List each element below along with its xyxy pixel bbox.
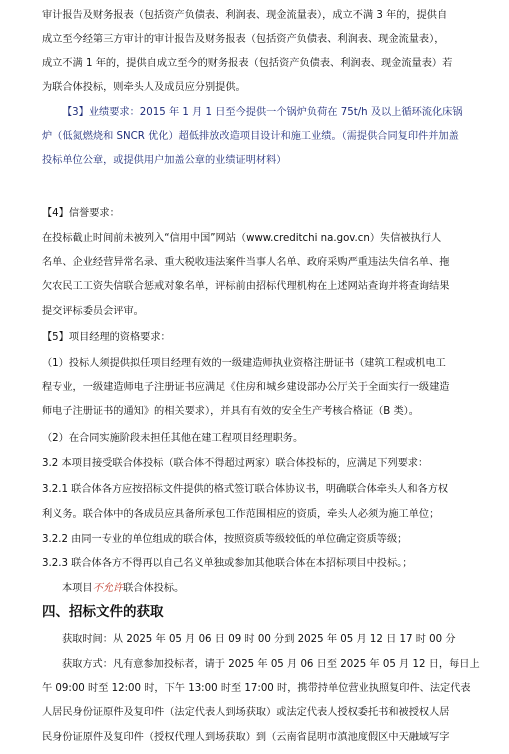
text-line: 欠农民工工资失信联合惩戒对象名单，评标前由招标代理机构在上述网站查询并将查询结果 xyxy=(42,281,450,292)
performance-requirement-line: 【3】业绩要求：2015 年 1 月 1 日至今提供一个锅炉负荷在 75t/h 及以上循环流化床锅 xyxy=(62,107,463,118)
text-line: 师电子注册证书的通知》的相关要求），并具有有效的安全生产考核合格证（B 类）。 xyxy=(42,406,419,417)
text-line: 民身份证原件及复印件（授权代理人到场获取）到（云南省昆明市滇池度假区中天融域写字 xyxy=(42,732,450,743)
text-line: 为联合体投标，则牵头人及成员应分别提供。 xyxy=(42,82,246,93)
text-line: 午 09:00 时至 12:00 时，下午 13:00 时至 17:00 时，携带持单位营业执照复印件、法定代表 xyxy=(42,683,471,694)
acquisition-time: 获取时间：从 2025 年 05 月 06 日 09 时 00 分到 2025 年 05 月 12 日 17 时 00 分 xyxy=(62,634,456,645)
text-line: 程专业，一级建造师电子注册证书应满足《住房和城乡建设部办公厅关于全面实行一级建造 xyxy=(42,382,450,393)
text-line: 名单、企业经营异常名录、重大税收违法案件当事人名单、政府采购严重违法失信名单、拖 xyxy=(42,257,450,268)
consortium-note-prefix: 本项目 xyxy=(62,583,93,594)
text-line: 成立不满 1 年的，提供自成立至今的财务报表（包括资产负债表、利润表、现金流量表）若 xyxy=(42,58,453,69)
text-line: 审计报告及财务报表（包括资产负债表、利润表、现金流量表），成立不满 3 年的，提供自 xyxy=(42,10,448,21)
consortium-note-suffix: 联合体投标。 xyxy=(123,583,185,594)
consortium-clause: 3.2 本项目接受联合体投标（联合体不得超过两家）联合体投标的，应满足下列要求： xyxy=(42,458,429,469)
text-line: 在投标截止时间前未被列入“信用中国”网站（www.creditchi na.gov.cn）失信被执行人 xyxy=(42,233,442,244)
consortium-clause: 3.2.3 联合体各方不得再以自己名义单独或参加其他联合体在本招标项目中投标。； xyxy=(42,558,413,569)
consortium-note xyxy=(62,582,184,595)
section-heading: 四、招标文件的获取 xyxy=(42,604,164,620)
acquisition-method: 获取方式：凡有意参加投标者，请于 2025 年 05 月 06 日至 2025 年 05 月 12 日，每日上 xyxy=(62,659,480,670)
text-line: 人居民身份证原件及复印件（法定代表人到场获取）或法定代表人授权委托书和被授权人居 xyxy=(42,707,450,718)
text-line: （2）在合同实施阶段未担任其他在建工程项目经理职务。 xyxy=(42,433,304,444)
text-line: 提交评标委员会评审。 xyxy=(42,306,144,317)
text-line: （1）投标人须提供拟任项目经理有效的一级建造师执业资格注册证书（建筑工程或机电工 xyxy=(42,358,446,369)
text-line: 成立至今经第三方审计的审计报告及财务报表（包括资产负债表、利润表、现金流量表）， xyxy=(42,34,445,45)
performance-requirement-line: 投标单位公章，或提供用户加盖公章的业绩证明材料） xyxy=(42,155,287,166)
consortium-clause: 3.2.2 由同一专业的单位组成的联合体，按照资质等级较低的单位确定资质等级； xyxy=(42,534,408,545)
consortium-clause: 3.2.1 联合体各方应按招标文件提供的格式签订联合体协议书，明确联合体牵头人和各方权 xyxy=(42,484,449,495)
credit-requirement-heading: 【4】信誉要求： xyxy=(42,208,120,219)
project-manager-heading: 【5】项目经理的资格要求： xyxy=(42,332,171,343)
performance-requirement-line: 炉（低氮燃烧和 SNCR 优化）超低排放改造项目设计和施工业绩。（需提供合同复印件并加盖 xyxy=(42,131,459,142)
text-line: 利义务。联合体中的各成员应具备所承包工作范围相应的资质，牵头人必须为施工单位； xyxy=(42,509,440,520)
not-allowed-mark: 不允许 xyxy=(92,583,124,594)
